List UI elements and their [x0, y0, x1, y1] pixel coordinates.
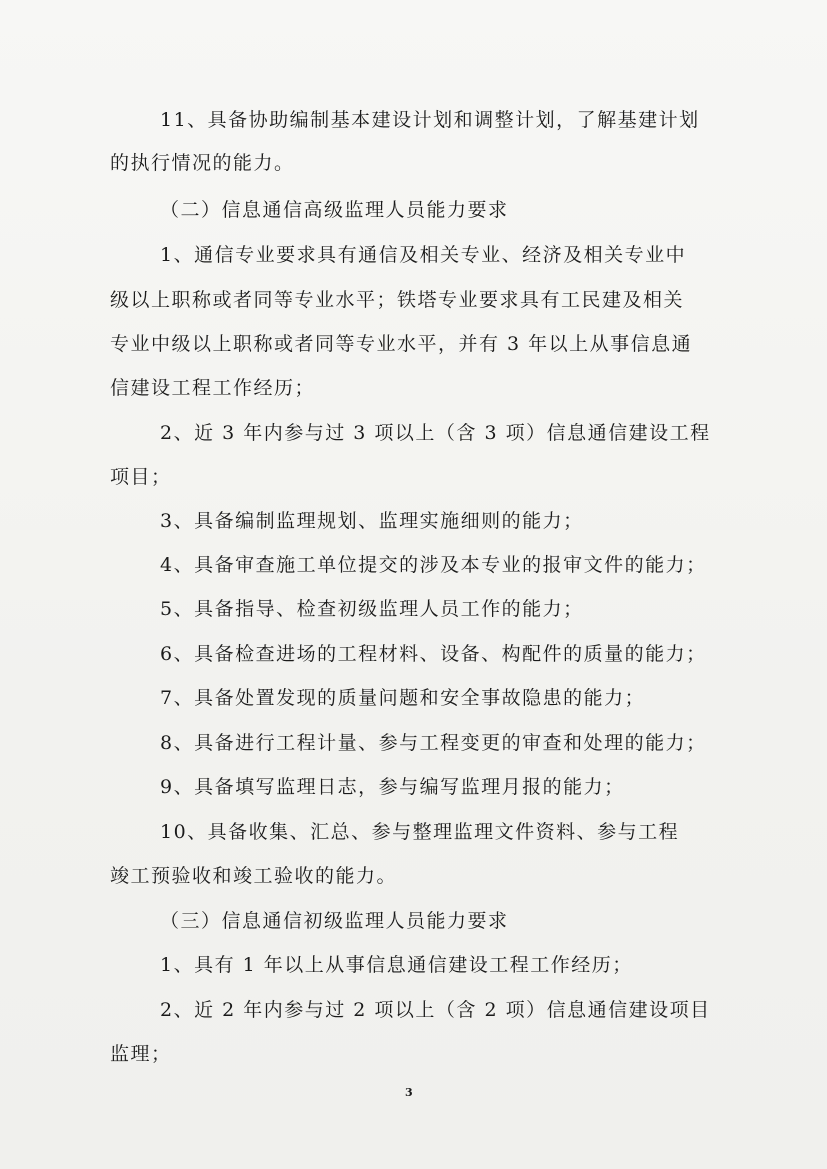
paragraph-line: 10、具备收集、汇总、参与整理监理文件资料、参与工程	[160, 821, 680, 843]
paragraph-line: 8、具备进行工程计量、参与工程变更的审查和处理的能力；	[160, 732, 707, 754]
paragraph-line: 9、具备填写监理日志，参与编写监理月报的能力；	[160, 776, 625, 798]
paragraph-line: 信建设工程工作经历；	[110, 377, 316, 399]
paragraph-line: 3、具备编制监理规划、监理实施细则的能力；	[160, 510, 584, 532]
paragraph-line: 竣工预验收和竣工验收的能力。	[110, 865, 398, 887]
paragraph-line: 5、具备指导、检查初级监理人员工作的能力；	[160, 598, 584, 620]
paragraph-line: 级以上职称或者同等专业水平；铁塔专业要求具有工民建及相关	[110, 289, 685, 311]
paragraph-line: 7、具备处置发现的质量问题和安全事故隐患的能力；	[160, 687, 646, 709]
paragraph-line: 11、具备协助编制基本建设计划和调整计划，了解基建计划	[160, 109, 700, 131]
section-heading: （二）信息通信高级监理人员能力要求	[160, 199, 509, 221]
paragraph-line: 的执行情况的能力。	[110, 152, 295, 174]
paragraph-line: 2、近 3 年内参与过 3 项以上（含 3 项）信息通信建设工程	[160, 422, 711, 444]
paragraph-line: 1、具有 1 年以上从事信息通信建设工程工作经历；	[160, 954, 633, 976]
paragraph-line: 1、通信专业要求具有通信及相关专业、经济及相关专业中	[160, 244, 687, 266]
paragraph-line: 项目；	[110, 466, 172, 488]
paragraph-line: 6、具备检查进场的工程材料、设备、构配件的质量的能力；	[160, 643, 707, 665]
section-heading: （三）信息通信初级监理人员能力要求	[160, 910, 509, 932]
paragraph-line: 专业中级以上职称或者同等专业水平，并有 3 年以上从事信息通	[110, 333, 693, 355]
paragraph-line: 2、近 2 年内参与过 2 项以上（含 2 项）信息通信建设项目	[160, 999, 711, 1021]
paragraph-line: 4、具备审查施工单位提交的涉及本专业的报审文件的能力；	[160, 554, 707, 576]
page-number: 3	[405, 1086, 413, 1099]
paragraph-line: 监理；	[110, 1043, 172, 1065]
